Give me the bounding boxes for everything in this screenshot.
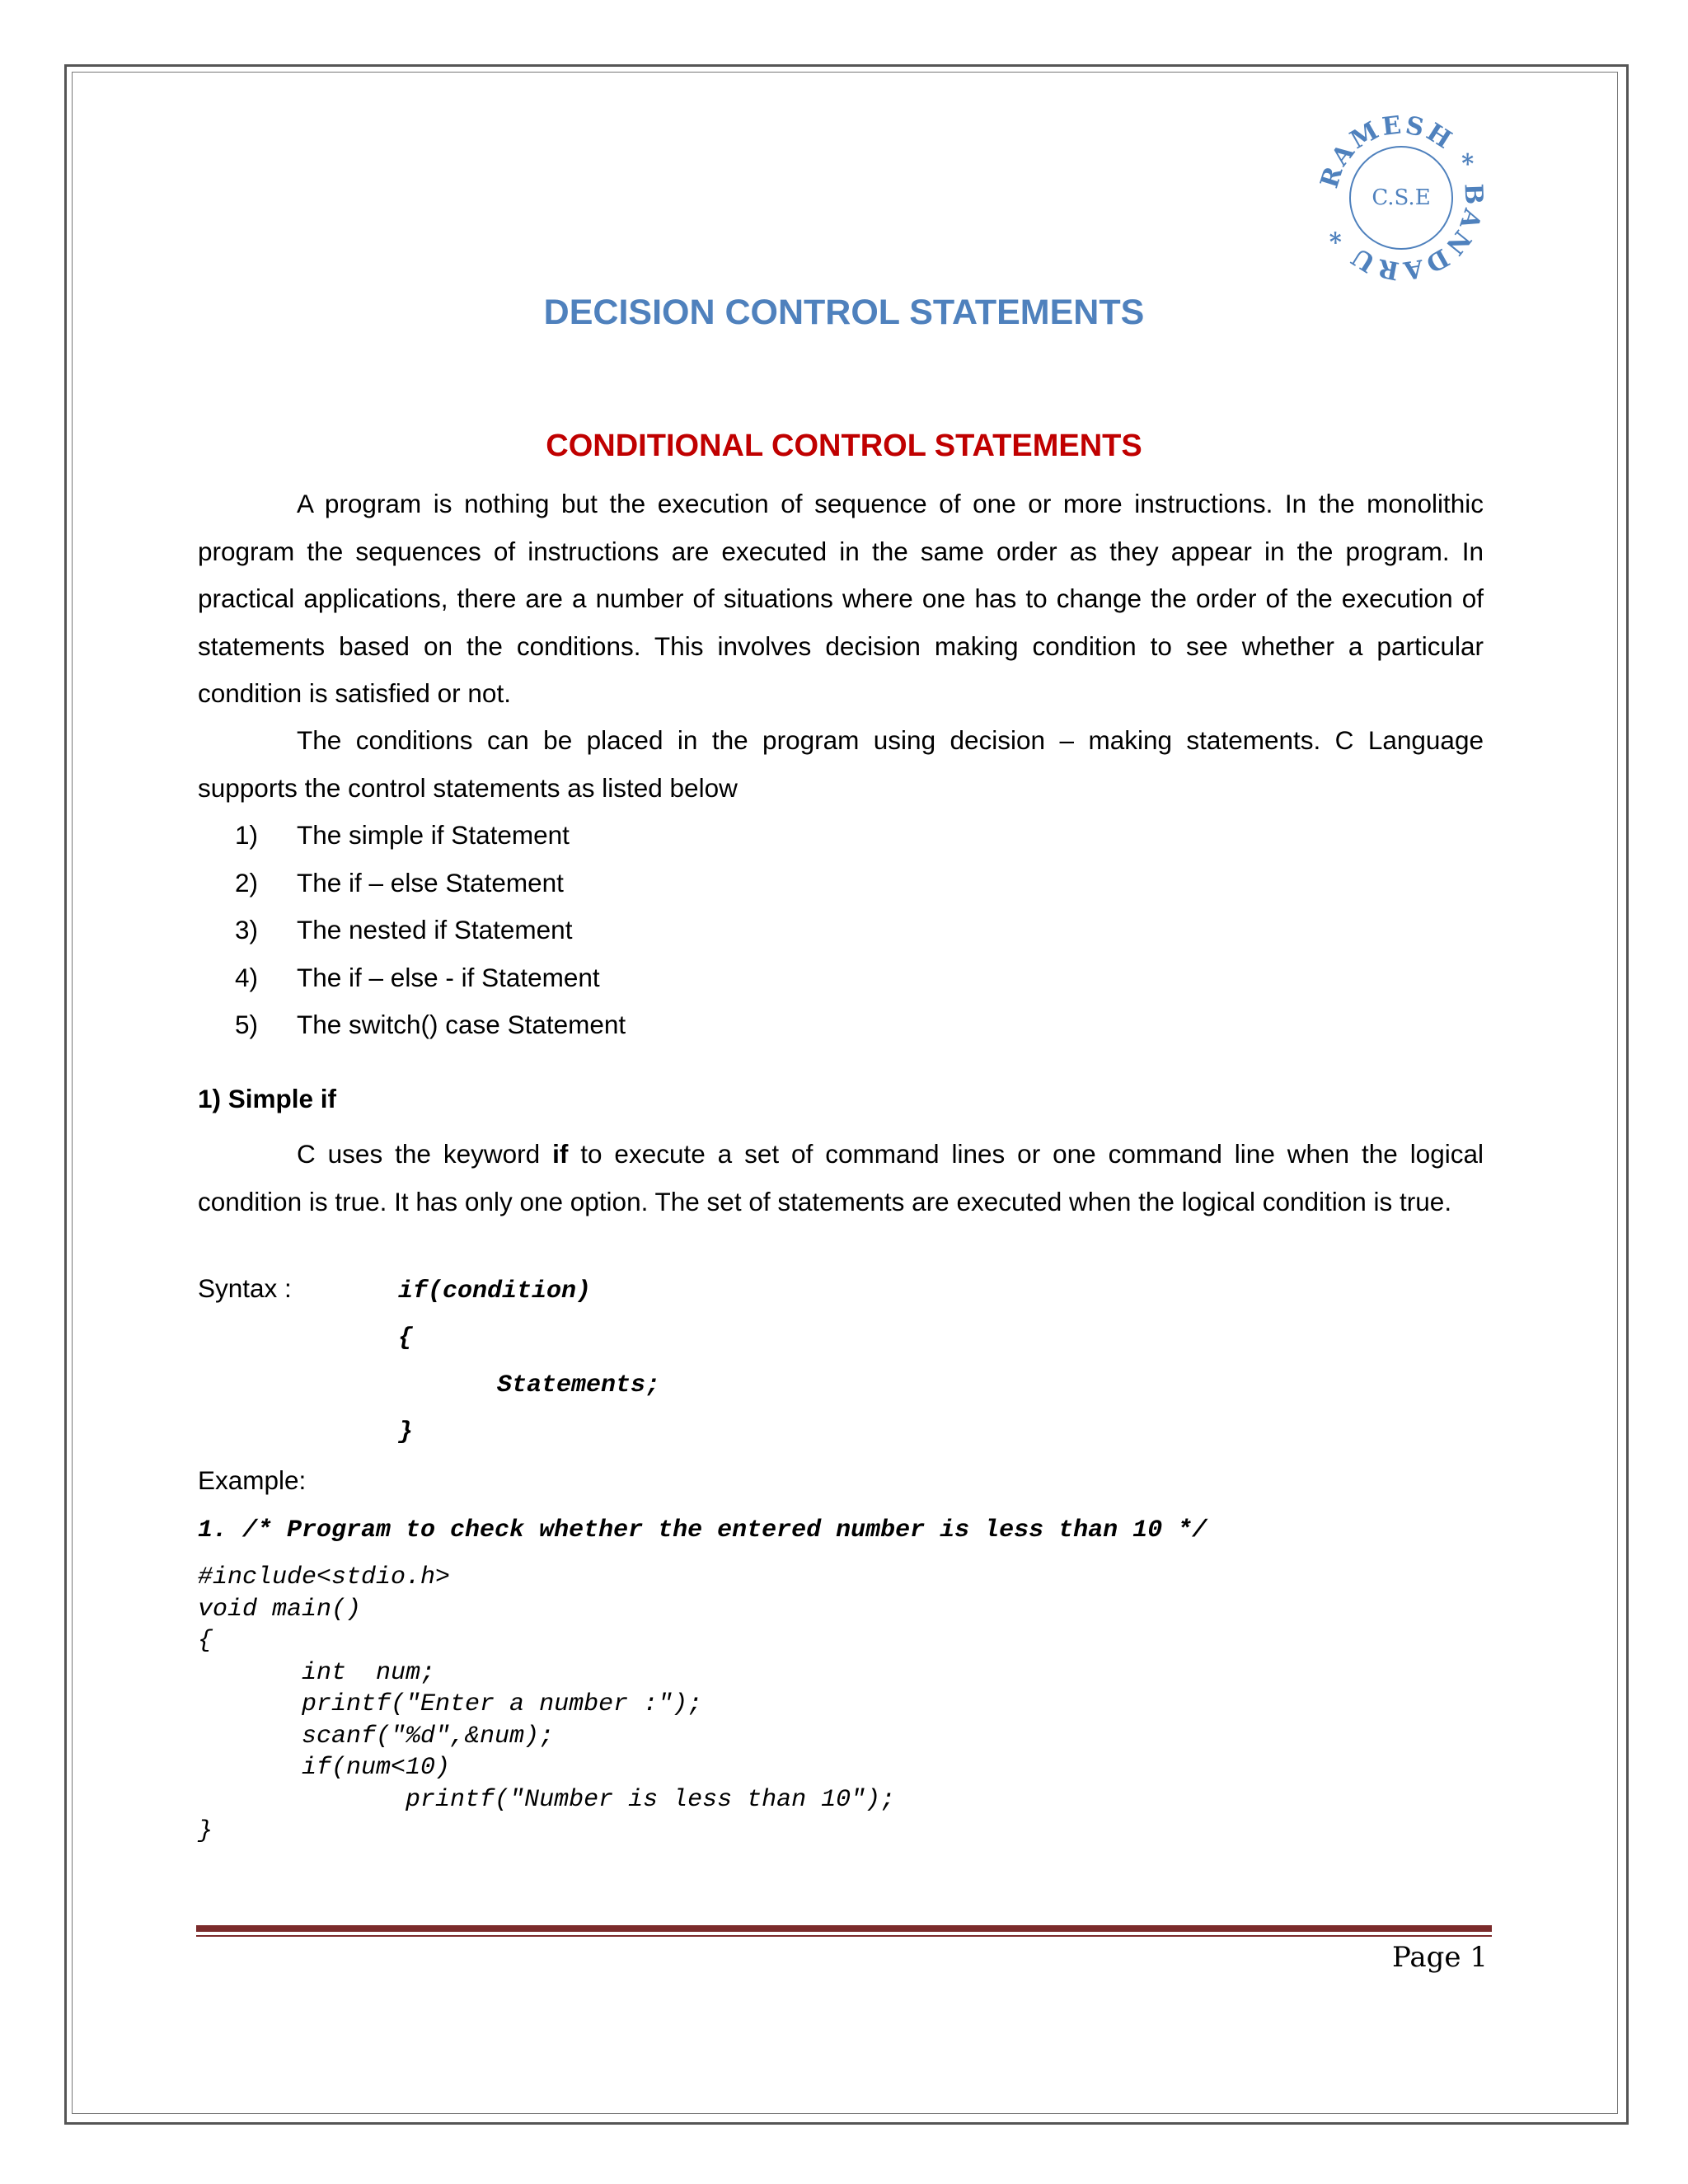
section-title: CONDITIONAL CONTROL STATEMENTS — [546, 429, 1142, 463]
syntax-line: if(condition) — [398, 1277, 592, 1305]
example-title: 1. /* Program to check whether the entered number is less than 10 */ — [198, 1516, 1207, 1544]
list-item: 4) The if – else - if Statement — [235, 962, 600, 992]
list-item: 1) The simple if Statement — [235, 820, 570, 850]
footer-rule — [196, 1925, 1492, 1932]
example-label: Example: — [198, 1465, 307, 1495]
syntax-label: Syntax : — [198, 1273, 292, 1303]
syntax-line: { — [398, 1324, 414, 1352]
list-item: 3) The nested if Statement — [235, 915, 573, 944]
conditions-paragraph: The conditions can be placed in the program using decision – making statements. C Language supports the control statements as listed below — [198, 725, 1484, 803]
simple-if-heading: 1) Simple if — [198, 1084, 337, 1113]
syntax-line: } — [398, 1418, 414, 1446]
footer-rule-thin — [196, 1935, 1492, 1937]
page-number: Page 1 — [1392, 1941, 1488, 1974]
syntax-line: Statements; — [497, 1371, 661, 1399]
svg-text:RAMESH * BANDARU *: RAMESH * BANDARU * — [1315, 110, 1489, 285]
page-title: DECISION CONTROL STATEMENTS — [543, 293, 1145, 332]
intro-paragraph: A program is nothing but the execution of sequence of one or more instructions. In the monolithic program the sequences of instructions are executed in the same order as they appear in the program. In practical applications, there are a number of situations where one has to change the order of the execution of statements based on the conditions. This involves decision making condition to see whether a particular condition is satisfied or not. — [198, 489, 1484, 708]
seal-center-text: C.S.E — [1372, 185, 1431, 210]
statement-list — [198, 812, 1434, 1049]
simple-if-paragraph: C uses the keyword if to execute a set of command lines or one command line when the logical condition is true. It has only one option. The set of statements are executed when the logical condition is true. — [198, 1139, 1484, 1216]
seal-stamp — [1311, 107, 1492, 288]
code-block: #include<stdio.h> void main() { int num; printf("Enter a number :"); scanf("%d",&num); if(num<10) printf("Number is less than 10"); } — [198, 1563, 896, 1845]
list-item: 2) The if – else Statement — [235, 867, 564, 898]
list-item: 5) The switch() case Statement — [235, 1010, 626, 1039]
